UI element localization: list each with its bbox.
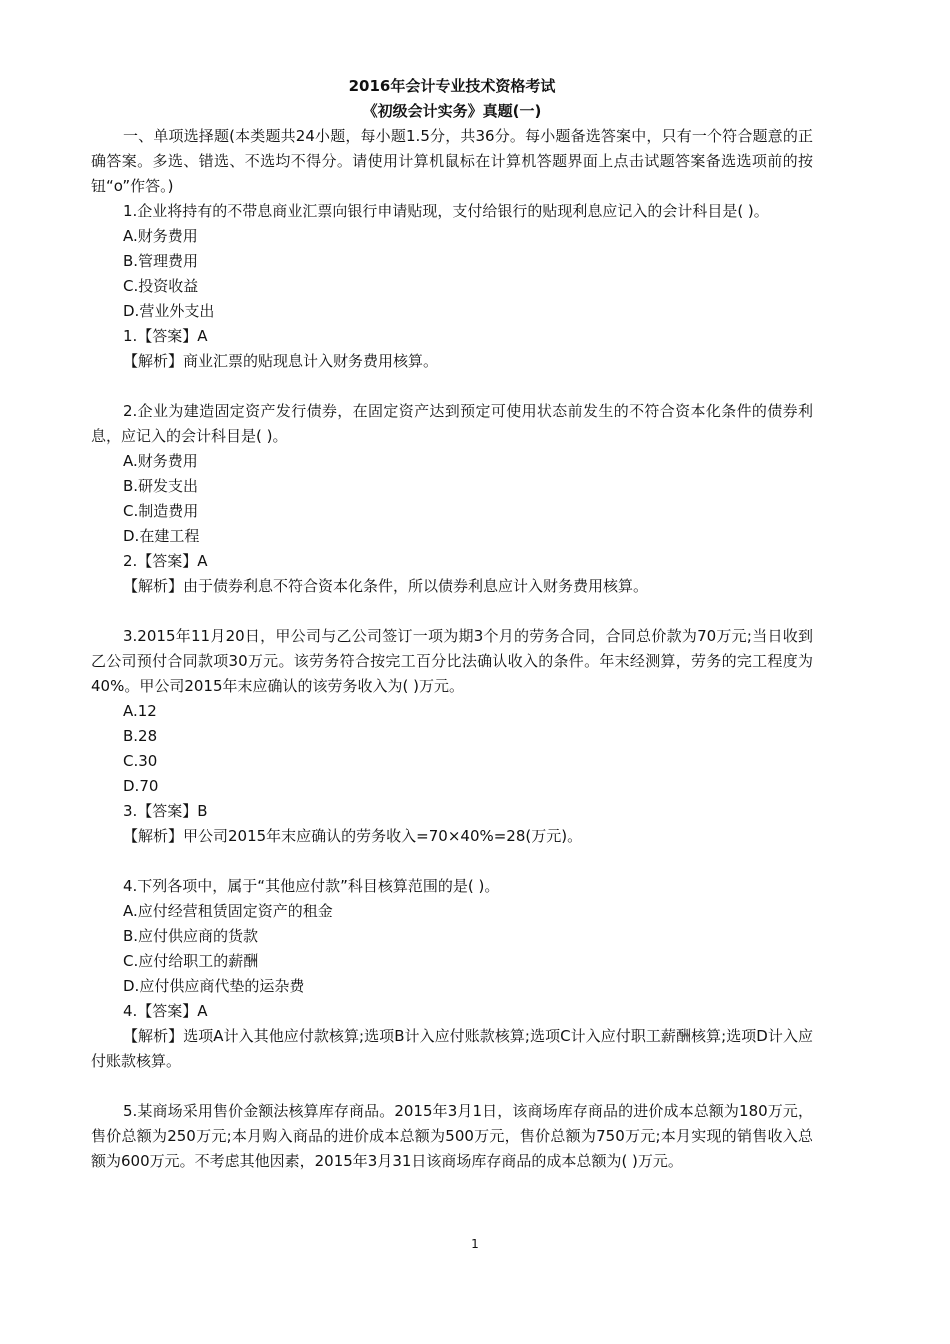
answer-line: 2.【答案】A <box>123 552 208 570</box>
question-block <box>91 199 813 374</box>
page-number: 1 <box>471 1237 479 1251</box>
option-b: B.研发支出 <box>123 477 199 495</box>
answer-line: 1.【答案】A <box>123 327 208 345</box>
question-stem: 1.企业将持有的不带息商业汇票向银行申请贴现，支付给银行的贴现利息应记入的会计科目是( )。 <box>123 202 769 220</box>
option-c: C.30 <box>123 752 158 770</box>
analysis-line: 【解析】商业汇票的贴现息计入财务费用核算。 <box>123 352 439 370</box>
option-d: D.应付供应商代垫的运杂费 <box>123 977 305 995</box>
option-a: A.财务费用 <box>123 227 198 245</box>
option-a: A.财务费用 <box>123 452 198 470</box>
option-c: C.投资收益 <box>123 277 199 295</box>
question-stem: 3.2015年11月20日，甲公司与乙公司签订一项为期3个月的劳务合同，合同总价款为70万元;当日收到乙公司预付合同款项30万元。该劳务符合按完工百分比法确认收入的条件。年末经测算，劳务的完工程度为40%。甲公司2015年末应确认的该劳务收入为( )万元。 <box>91 627 813 695</box>
analysis-line: 【解析】由于债券利息不符合资本化条件，所以债券利息应计入财务费用核算。 <box>123 577 649 595</box>
option-a: A.12 <box>123 702 157 720</box>
option-d: D.70 <box>123 777 159 795</box>
question-block <box>91 399 813 599</box>
option-a: A.应付经营租赁固定资产的租金 <box>123 902 333 920</box>
option-c: C.制造费用 <box>123 502 199 520</box>
question-stem: 4.下列各项中，属于“其他应付款”科目核算范围的是( )。 <box>123 877 500 895</box>
analysis-line: 【解析】选项A计入其他应付款核算;选项B计入应付账款核算;选项C计入应付职工薪酬核算;选项D计入应付账款核算。 <box>91 1027 813 1070</box>
document-title-line1: 2016年会计专业技术资格考试 <box>348 77 556 95</box>
section-intro: 一、单项选择题(本类题共24小题，每小题1.5分，共36分。每小题备选答案中，只有一个符合题意的正确答案。多选、错选、不选均不得分。请使用计算机鼠标在计算机答题界面上点击试题答案备选选项前的按钮“o”作答。) <box>91 127 813 195</box>
option-b: B.应付供应商的货款 <box>123 927 259 945</box>
option-c: C.应付给职工的薪酬 <box>123 952 259 970</box>
answer-line: 3.【答案】B <box>123 802 208 820</box>
question-block <box>91 624 813 849</box>
question-block <box>91 874 813 1074</box>
document-title-line2: 《初级会计实务》真题(一) <box>362 102 542 120</box>
question-block <box>91 1099 813 1174</box>
option-d: D.营业外支出 <box>123 302 215 320</box>
option-b: B.28 <box>123 727 158 745</box>
document-page <box>91 74 813 1174</box>
question-stem: 2.企业为建造固定资产发行债券，在固定资产达到预定可使用状态前发生的不符合资本化条件的债券利息，应记入的会计科目是( )。 <box>91 402 813 445</box>
option-d: D.在建工程 <box>123 527 200 545</box>
answer-line: 4.【答案】A <box>123 1002 208 1020</box>
option-b: B.管理费用 <box>123 252 199 270</box>
analysis-line: 【解析】甲公司2015年末应确认的劳务收入=70×40%=28(万元)。 <box>123 827 583 845</box>
question-stem: 5.某商场采用售价金额法核算库存商品。2015年3月1日，该商场库存商品的进价成本总额为180万元，售价总额为250万元;本月购入商品的进价成本总额为500万元，售价总额为750万元;本月实现的销售收入总额为600万元。不考虑其他因素，2015年3月31日该商场库存商品的成本总额为( )万元。 <box>91 1102 813 1170</box>
